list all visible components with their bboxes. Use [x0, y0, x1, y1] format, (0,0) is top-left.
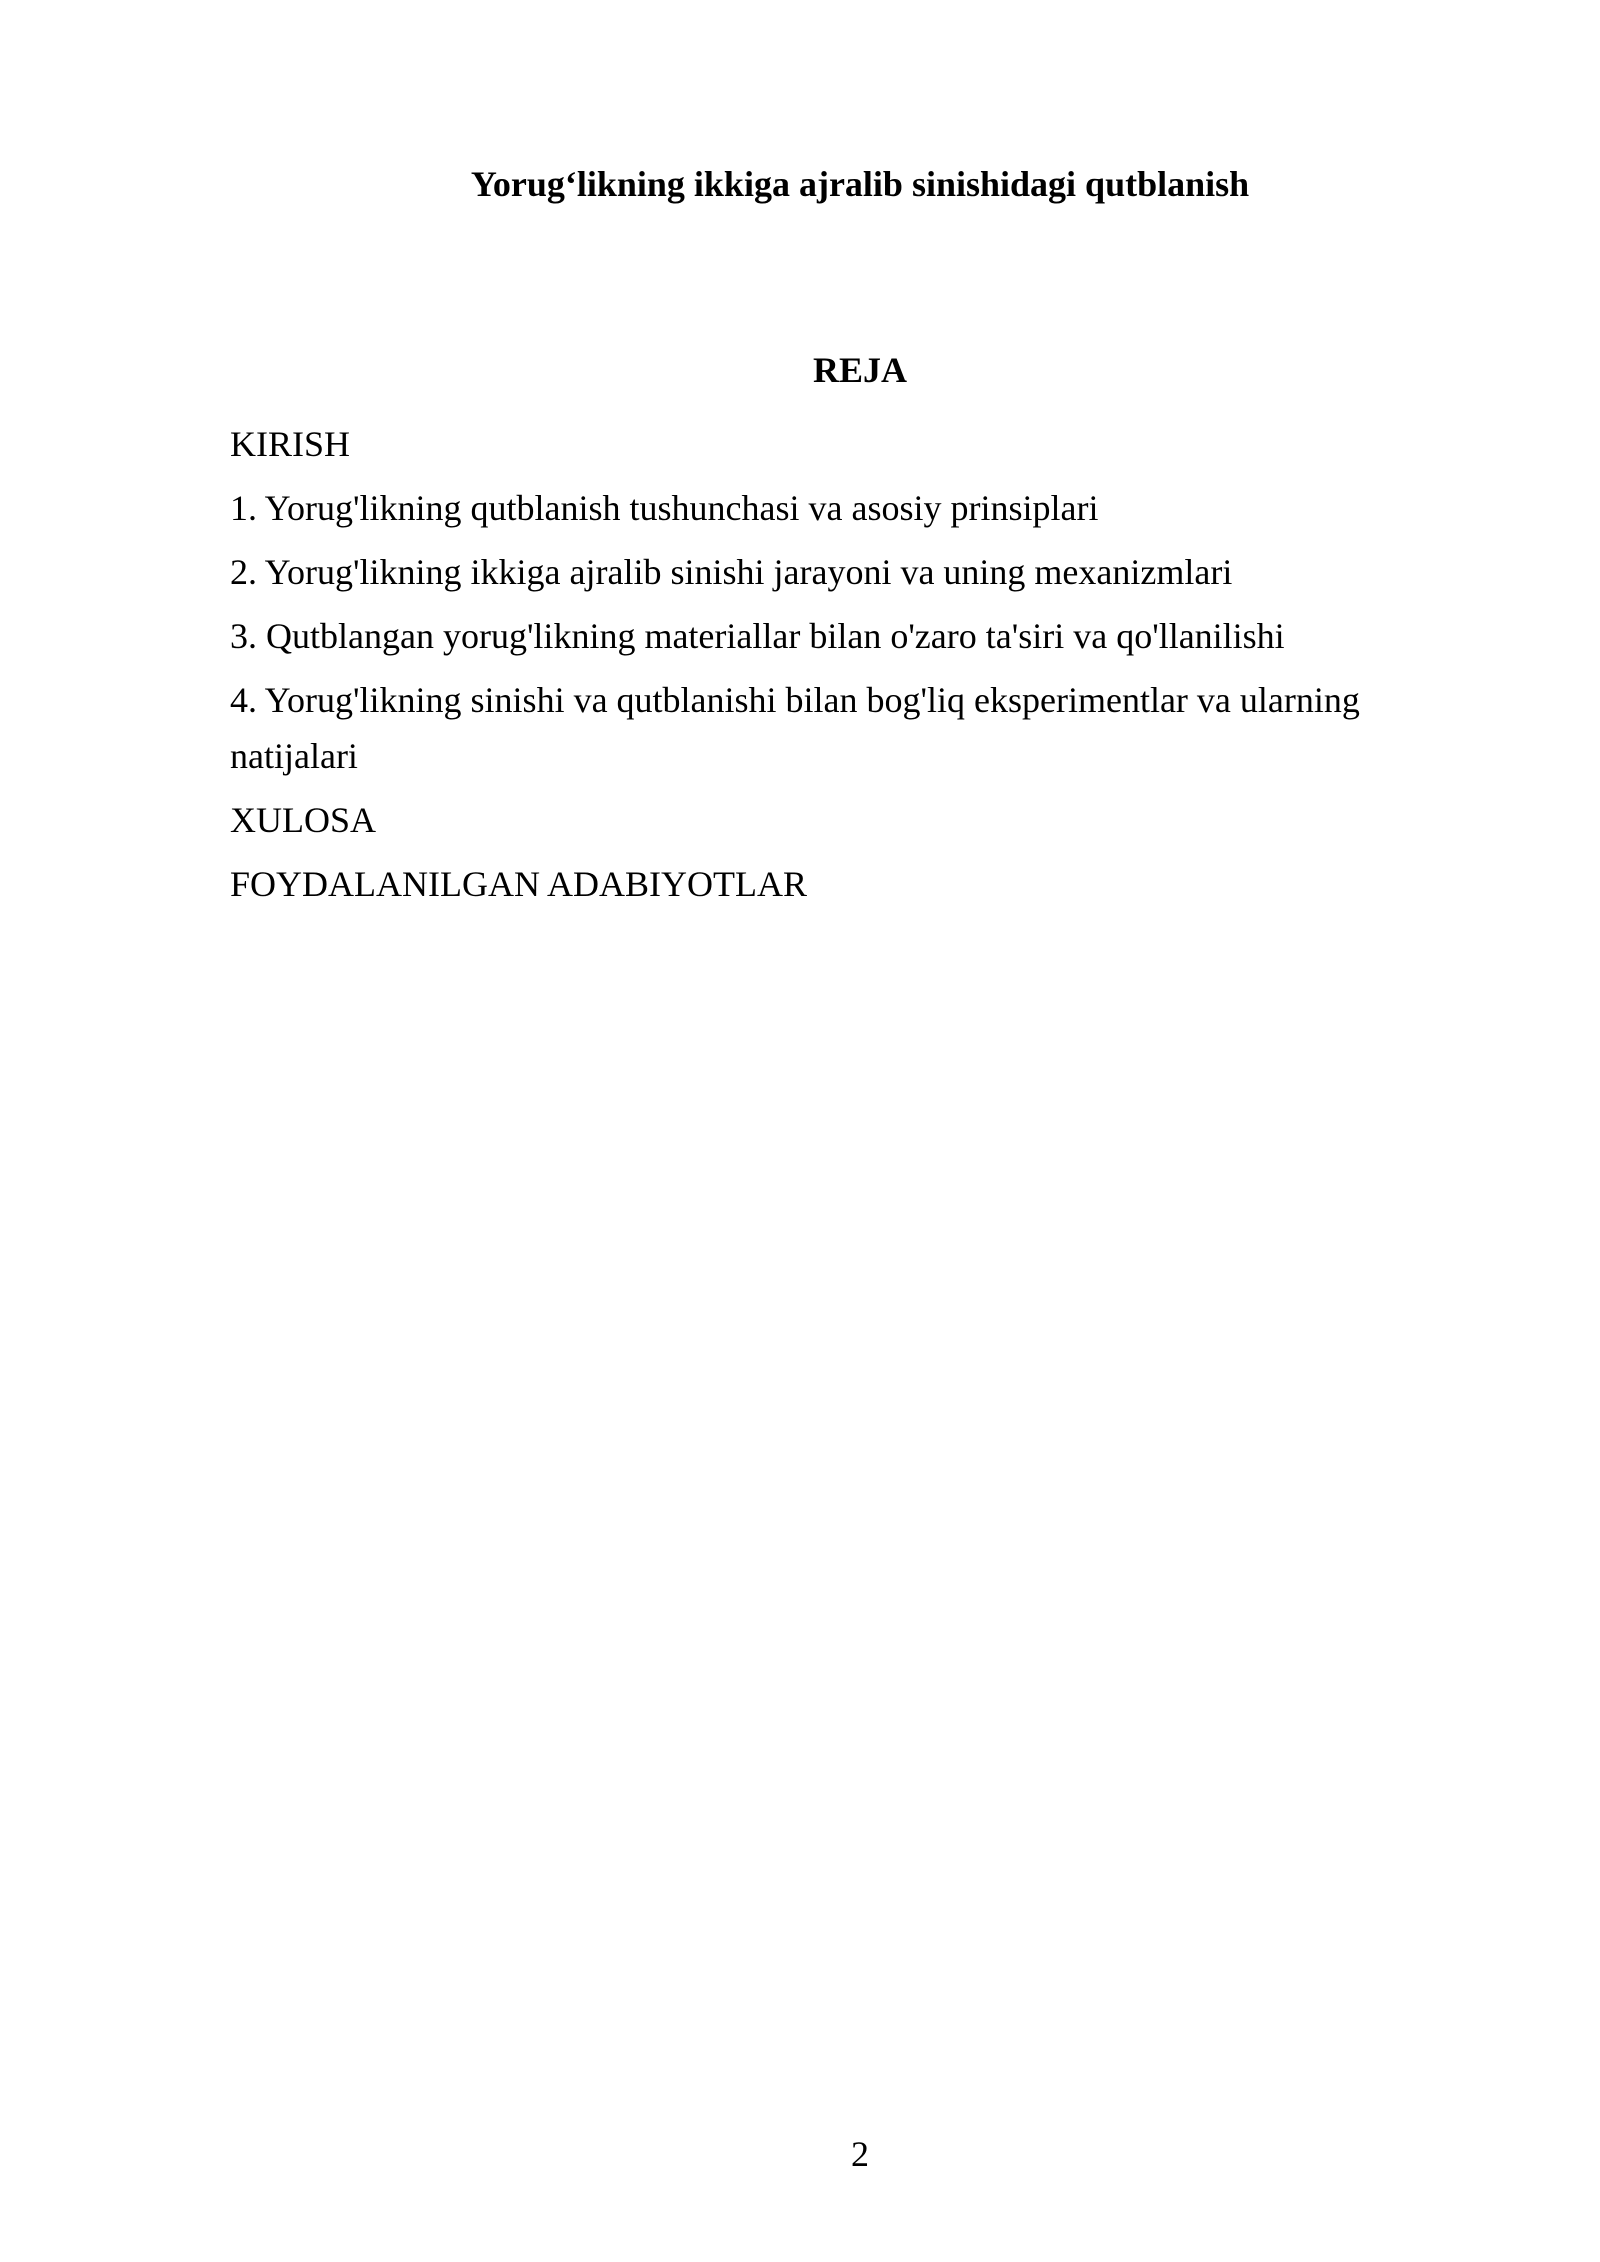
plan-item-3: 3. Qutblangan yorug'likning materiallar bilan o'zaro ta'siri va qo'llanilishi	[230, 616, 1285, 656]
plan-item-1: 1. Yorug'likning qutblanish tushunchasi va asosiy prinsiplari	[230, 488, 1099, 528]
plan-item-2: 2. Yorug'likning ikkiga ajralib sinishi jarayoni va uning mexanizmlari	[230, 552, 1233, 592]
document-title: Yorug‘likning ikkiga ajralib sinishidagi qutblanish	[470, 164, 1250, 204]
plan-item-introduction: KIRISH	[230, 424, 351, 464]
plan-item-conclusion: XULOSA	[230, 800, 377, 840]
page-number: 2	[851, 2134, 869, 2174]
plan-item-4: 4. Yorug'likning sinishi va qutblanishi bilan bog'liq eksperimentlar va ularning natijalari	[230, 680, 1360, 776]
plan-list	[230, 416, 1430, 920]
plan-item-references: FOYDALANILGAN ADABIYOTLAR	[230, 864, 807, 904]
plan-heading: REJA	[812, 350, 907, 390]
